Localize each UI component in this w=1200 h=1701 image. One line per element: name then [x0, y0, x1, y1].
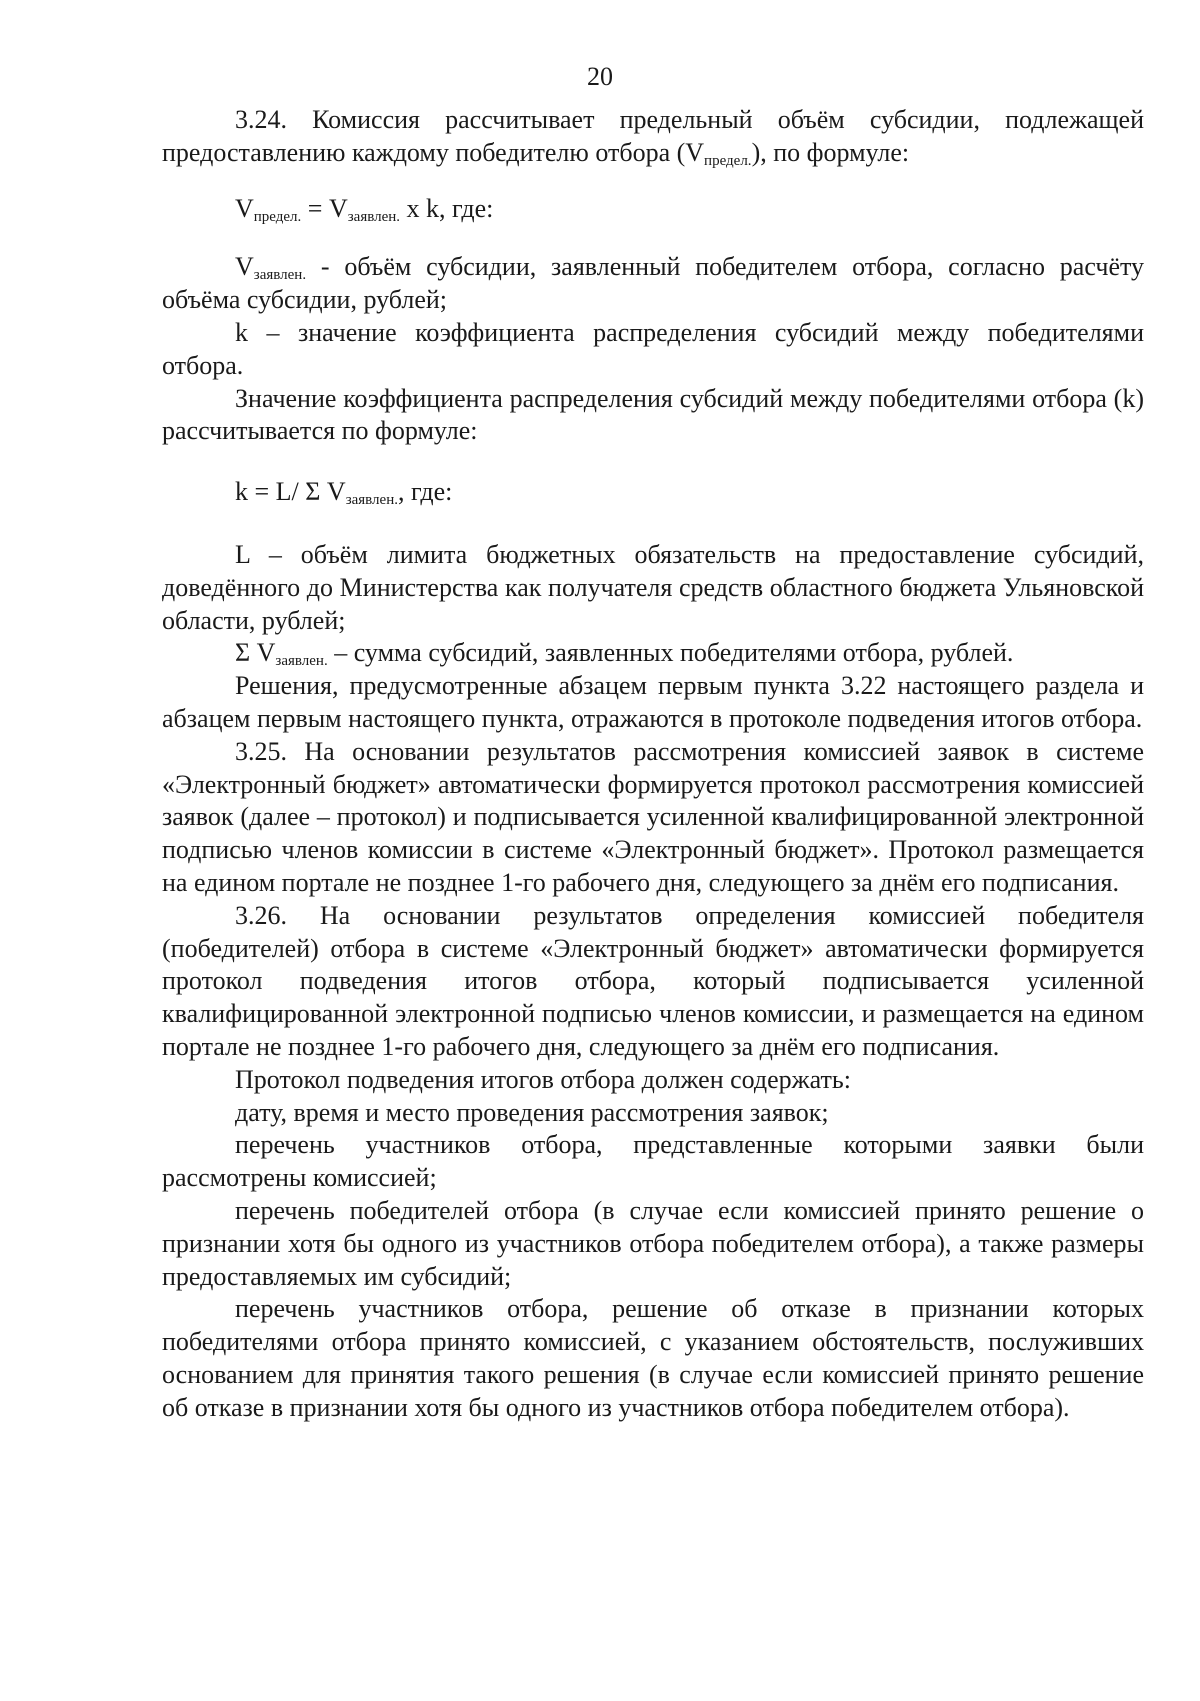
- paragraph-text: - объём субсидии, заявленный победителем отбора, согласно расчёту объёма субсидии, рублей;: [162, 252, 1144, 315]
- formula-text: = V: [301, 193, 348, 223]
- page-number: 20: [587, 62, 613, 91]
- list-item-participants: перечень участников отбора, представленные которыми заявки были рассмотрены комиссией;: [162, 1130, 1144, 1193]
- paragraph-3-25: 3.25. На основании результатов рассмотрения комиссией заявок в системе «Электронный бюджет» автоматически формируется протокол рассмотрения комиссией заявок (далее – протокол) и подписывается усиленной квалифицированной электронной подписью членов комиссии в системе «Электронный бюджет». Протокол размещается на едином портале не позднее 1-го рабочего дня, следующего за днём его подписания.: [162, 736, 1144, 897]
- paragraph-text: ), по формуле:: [751, 137, 910, 167]
- paragraph-v-zayavlen: [162, 251, 1144, 317]
- list-item-date: дату, время и место проведения рассмотрения заявок;: [235, 1097, 829, 1127]
- document-body: [162, 104, 1144, 1424]
- subscript: заявлен.: [253, 267, 307, 284]
- paragraph-text: – сумма субсидий, заявленных победителями отбора, рублей.: [327, 638, 1014, 668]
- paragraph-text: V: [235, 252, 254, 282]
- formula-v-predel: [162, 193, 1144, 226]
- subscript: заявлен.: [347, 208, 401, 225]
- paragraph-sum-definition: [162, 637, 1144, 670]
- paragraph-protocol-contents: Протокол подведения итогов отбора должен содержать:: [235, 1064, 851, 1094]
- paragraph-k-formula-intro: Значение коэффициента распределения субсидий между победителями отбора (k) рассчитывается по формуле:: [162, 383, 1144, 446]
- subscript: предел.: [253, 208, 302, 225]
- formula-text: k = L/ Σ V: [235, 477, 346, 507]
- subscript: заявлен.: [275, 653, 328, 670]
- paragraph-3-26: 3.26. На основании результатов определения комиссией победителя (победителей) отбора в системе «Электронный бюджет» автоматически формируется протокол подведения итогов отбора, который подписывается усиленной квалифицированной электронной подписью членов комиссии, и размещается на едином портале не позднее 1-го рабочего дня, следующего за днём его подписания.: [162, 900, 1144, 1061]
- list-item-rejected: перечень участников отбора, решение об отказе в признании которых победителями отбора принято комиссией, с указанием обстоятельств, послуживших основанием для принятия такого решения (в случае если комиссией принято решение об отказе в признании хотя бы одного из участников отбора победителем отбора).: [162, 1294, 1144, 1422]
- formula-text: x k, где:: [400, 193, 494, 223]
- subscript: предел.: [704, 152, 752, 169]
- paragraph-text: 3.24. Комиссия рассчитывает предельный объём субсидии, подлежащей предоставлению каждому победителю отбора (V: [162, 105, 1144, 167]
- subscript: заявлен.: [345, 492, 398, 509]
- formula-k: [162, 476, 1144, 509]
- list-item-winners: перечень победителей отбора (в случае если комиссией принято решение о признании хотя бы одного из участников отбора победителем отбора), а также размеры предоставляемых им субсидий;: [162, 1195, 1144, 1291]
- formula-text: , где:: [397, 477, 453, 507]
- paragraph-3-24: [162, 104, 1144, 170]
- paragraph-text: Σ V: [235, 638, 276, 668]
- paragraph-l-definition: L – объём лимита бюджетных обязательств на предоставление субсидий, доведённого до Министерства как получателя средств областного бюджета Ульяновской области, рублей;: [162, 539, 1144, 635]
- paragraph-k-definition: k – значение коэффициента распределения субсидий между победителями отбора.: [162, 317, 1144, 380]
- formula-text: V: [235, 193, 254, 223]
- paragraph-decisions: Решения, предусмотренные абзацем первым пункта 3.22 настоящего раздела и абзацем первым настоящего пункта, отражаются в протоколе подведения итогов отбора.: [162, 671, 1144, 733]
